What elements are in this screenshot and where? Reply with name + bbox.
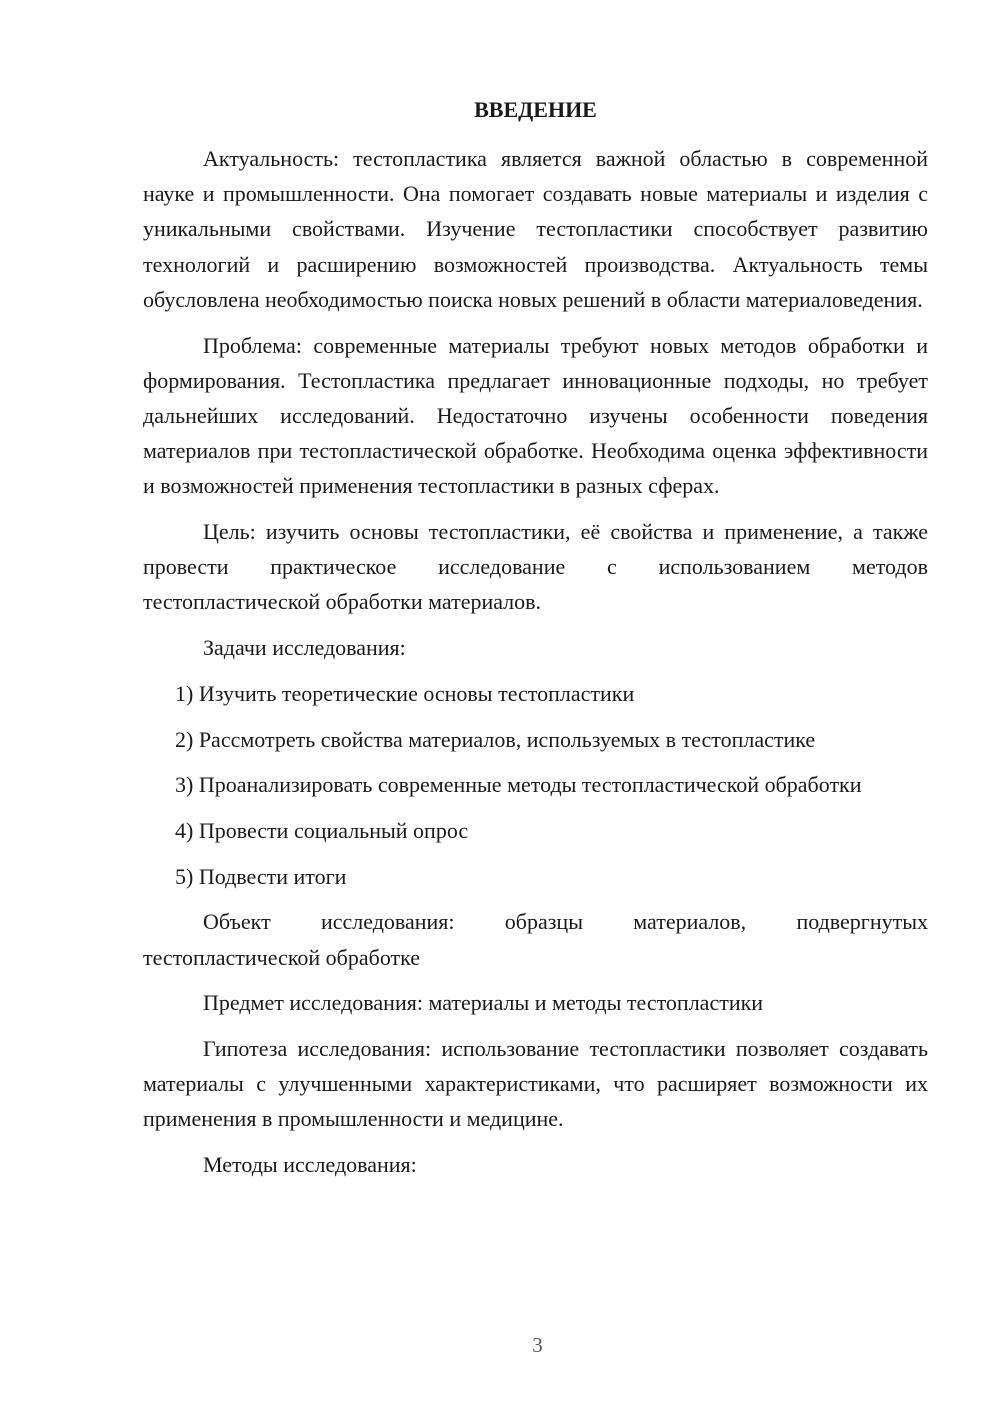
task-item: 3) Проанализировать современные методы тестопластической обработки <box>175 772 862 798</box>
object-paragraph: Объект исследования: образцы материалов, подвергнутых тестопластической обработке <box>143 909 928 970</box>
task-item: 2) Рассмотреть свойства материалов, используемых в тестопластике <box>175 726 816 752</box>
subject-paragraph: Предмет исследования: материалы и методы тестопластики <box>203 990 764 1016</box>
task-item: 4) Провести социальный опрос <box>175 817 469 843</box>
problem-paragraph: Проблема: современные материалы требуют новых методов обработки и формирования. Тестопластика предлагает инновационные подходы, но требует дальнейших исследований. Недостаточно изучены особенности поведения материалов при тестопластической обработке. Необходима оценка эффективности и возможностей применения тестопластики в разных сферах. <box>143 332 928 499</box>
hypothesis-paragraph: Гипотеза исследования: использование тестопластики позволяет создавать материалы с улучшенными характеристиками, что расширяет возможности их применения в промышленности и медицине. <box>143 1035 928 1132</box>
task-item: 1) Изучить теоретические основы тестопластики <box>175 680 635 706</box>
goal-paragraph: Цель: изучить основы тестопластики, её свойства и применение, а также провести практическое исследование с использованием методов тестопластической обработки материалов. <box>143 519 928 615</box>
page-content <box>143 96 928 1193</box>
relevance-paragraph: Актуальность: тестопластика является важной областью в современной науке и промышленности. Она помогает создавать новые материалы и изделия с уникальными свойствами. Изучение тестопластики способствует развитию технологий и расширению возможностей производства. Актуальность темы обусловлена необходимостью поиска новых решений в области материаловедения. <box>143 146 928 312</box>
tasks-title: Задачи исследования: <box>203 635 406 661</box>
page-number: 3 <box>532 1333 543 1357</box>
methods-title: Методы исследования: <box>203 1152 417 1178</box>
task-item: 5) Подвести итоги <box>175 863 347 889</box>
section-heading: ВВЕДЕНИЕ <box>474 97 597 122</box>
